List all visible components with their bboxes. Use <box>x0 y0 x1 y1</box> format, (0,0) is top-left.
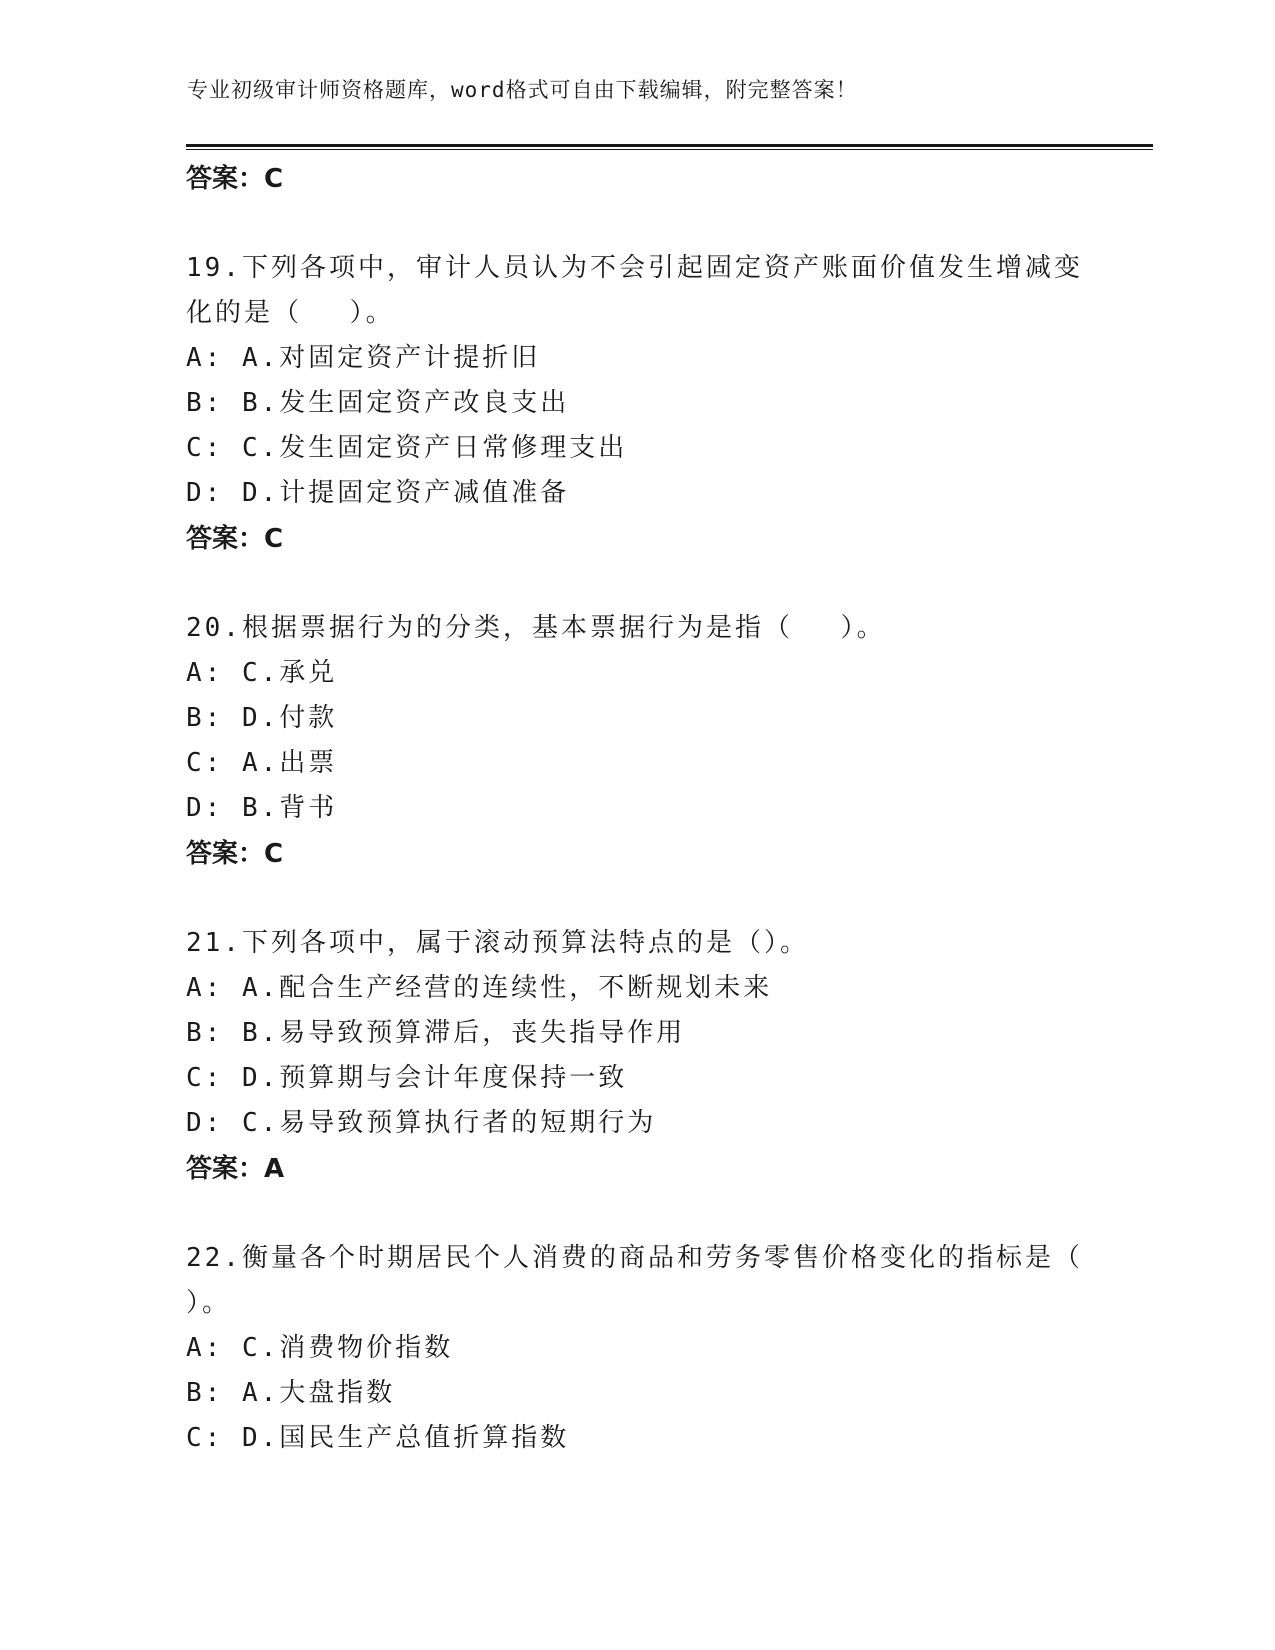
option-text: A.对固定资产计提折旧 <box>241 343 541 373</box>
option-letter: B: <box>186 388 224 418</box>
question-19 <box>186 246 1086 562</box>
option-text: D.国民生产总值折算指数 <box>241 1423 570 1453</box>
option-letter: C: <box>186 433 224 463</box>
option-c <box>186 741 1086 786</box>
question-stem <box>186 246 1086 336</box>
answer-value: C <box>264 524 284 554</box>
previous-answer <box>186 156 1086 202</box>
option-letter: A: <box>186 343 224 373</box>
question-stem-line: 化的是（ ）。 <box>186 298 395 328</box>
option-letter: D: <box>186 1108 224 1138</box>
question-21 <box>186 921 1086 1192</box>
option-letter: C: <box>186 748 224 778</box>
option-text: C.消费物价指数 <box>241 1333 454 1363</box>
question-20 <box>186 606 1086 877</box>
answer-label: 答案： <box>186 1154 265 1184</box>
option-text: D.计提固定资产减值准备 <box>241 478 570 508</box>
answer-label: 答案： <box>186 839 265 869</box>
option-letter: B: <box>186 1018 224 1048</box>
page-header: 专业初级审计师资格题库，word格式可自由下载编辑，附完整答案！ <box>187 78 858 102</box>
question-answer <box>186 516 1086 562</box>
option-c <box>186 1416 1086 1461</box>
question-stem <box>186 921 1086 966</box>
answer-value: C <box>264 839 284 869</box>
option-letter: B: <box>186 703 224 733</box>
question-stem-line: 22.衡量各个时期居民个人消费的商品和劳务零售价格变化的指标是（ <box>186 1243 1083 1273</box>
header-rule-thin <box>186 149 1153 150</box>
option-text: B.易导致预算滞后，丧失指导作用 <box>241 1018 686 1048</box>
option-text: C.发生固定资产日常修理支出 <box>241 433 628 463</box>
option-a <box>186 1326 1086 1371</box>
option-b <box>186 1371 1086 1416</box>
answer-value: C <box>264 164 284 194</box>
option-a <box>186 651 1086 696</box>
option-a <box>186 966 1086 1011</box>
option-letter: A: <box>186 1333 224 1363</box>
option-text: D.付款 <box>241 703 338 733</box>
option-b <box>186 381 1086 426</box>
header-rule-thick <box>186 144 1153 147</box>
option-b <box>186 696 1086 741</box>
option-text: A.出票 <box>241 748 338 778</box>
option-text: B.发生固定资产改良支出 <box>241 388 570 418</box>
option-letter: A: <box>186 658 224 688</box>
option-text: A.配合生产经营的连续性，不断规划未来 <box>241 973 773 1003</box>
option-letter: C: <box>186 1063 224 1093</box>
option-b <box>186 1011 1086 1056</box>
answer-label: 答案： <box>186 524 265 554</box>
question-stem <box>186 606 1086 651</box>
question-answer <box>186 1146 1086 1192</box>
option-a <box>186 336 1086 381</box>
option-letter: C: <box>186 1423 224 1453</box>
question-stem-line: 20.根据票据行为的分类，基本票据行为是指（ ）。 <box>186 613 886 643</box>
option-d <box>186 471 1086 516</box>
option-letter: D: <box>186 793 224 823</box>
option-letter: D: <box>186 478 224 508</box>
option-text: D.预算期与会计年度保持一致 <box>241 1063 628 1093</box>
option-letter: B: <box>186 1378 224 1408</box>
question-list <box>186 156 1086 1461</box>
question-stem <box>186 1236 1086 1326</box>
answer-label: 答案： <box>186 164 265 194</box>
answer-value: A <box>264 1154 285 1184</box>
option-letter: A: <box>186 973 224 1003</box>
question-answer <box>186 831 1086 877</box>
option-d <box>186 786 1086 831</box>
question-stem-line: ）。 <box>186 1288 232 1318</box>
question-22 <box>186 1236 1086 1461</box>
option-d <box>186 1101 1086 1146</box>
option-text: A.大盘指数 <box>241 1378 396 1408</box>
option-text: B.背书 <box>241 793 338 823</box>
option-c <box>186 1056 1086 1101</box>
option-text: C.承兑 <box>241 658 338 688</box>
option-text: C.易导致预算执行者的短期行为 <box>241 1108 657 1138</box>
question-stem-line: 21.下列各项中，属于滚动预算法特点的是（）。 <box>186 928 809 958</box>
option-c <box>186 426 1086 471</box>
question-stem-line: 19.下列各项中，审计人员认为不会引起固定资产账面价值发生增减变 <box>186 253 1083 283</box>
